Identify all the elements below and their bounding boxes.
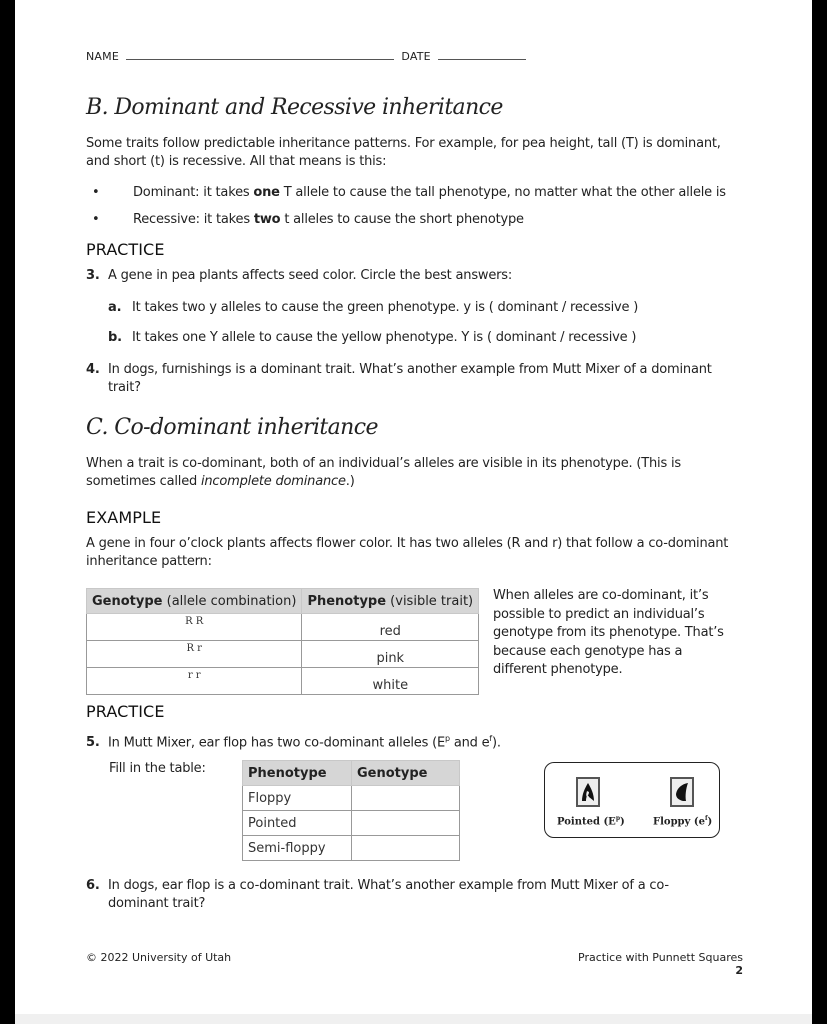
codominance-note bbox=[493, 587, 743, 680]
question-text: dominant trait? bbox=[108, 896, 206, 911]
date-field[interactable] bbox=[438, 51, 526, 60]
bullet-list bbox=[86, 184, 766, 229]
name-field[interactable] bbox=[126, 51, 394, 60]
table-row bbox=[87, 614, 479, 641]
bullet-text: Recessive: it takes bbox=[133, 212, 254, 227]
page-footer bbox=[563, 951, 743, 977]
fill-table-label: Fill in the table: bbox=[109, 761, 206, 776]
note-line: genotype from its phenotype. That’s bbox=[493, 625, 724, 640]
table-row bbox=[87, 641, 479, 668]
note-line: because each genotype has a bbox=[493, 643, 683, 659]
question-text: In dogs, ear flop is a co-dominant trait. What’s another example from Mutt Mixer of a co- bbox=[108, 878, 669, 893]
ear-legend-box bbox=[544, 762, 720, 838]
question-number: 3. bbox=[86, 268, 100, 283]
section-b-title: B. Dominant and Recessive inheritance bbox=[86, 95, 503, 120]
section-c-intro bbox=[86, 455, 766, 491]
question-3b bbox=[108, 329, 748, 347]
practice-heading: PRACTICE bbox=[86, 240, 165, 259]
phenotype-cell: Pointed bbox=[243, 811, 352, 836]
note-line: possible to predict an individual’s bbox=[493, 606, 705, 622]
section-b-intro bbox=[86, 135, 756, 171]
genotype-cell: R r bbox=[87, 641, 302, 668]
phenotype-cell: Floppy bbox=[243, 786, 352, 811]
name-date-header bbox=[86, 50, 526, 63]
question-text: A gene in pea plants affects seed color. Circle the best answers: bbox=[108, 268, 513, 283]
note-line: When alleles are co-dominant, it’s bbox=[493, 588, 709, 603]
phenotype-cell: white bbox=[302, 668, 479, 695]
intro-text: .) bbox=[345, 474, 355, 489]
intro-italic: incomplete dominance bbox=[200, 474, 346, 489]
part-letter: b. bbox=[108, 330, 122, 345]
bullet-text: T allele to cause the tall phenotype, no matter what the other allele is bbox=[279, 185, 726, 200]
intro-line: Some traits follow predictable inheritance patterns. For example, for pea height, tall (T) is dominant, bbox=[86, 136, 721, 151]
genotype-cell: r r bbox=[87, 668, 302, 695]
example-text bbox=[86, 535, 766, 571]
pointed-ear-icon bbox=[576, 777, 600, 807]
bullet-text: Dominant: it takes bbox=[133, 185, 254, 200]
phenotype-header: Phenotype (visible trait) bbox=[302, 589, 479, 614]
question-number: 5. bbox=[86, 735, 100, 751]
page-bottom-strip bbox=[15, 1014, 812, 1024]
bullet-text: t alleles to cause the short phenotype bbox=[280, 212, 524, 227]
name-label: NAME bbox=[86, 50, 119, 63]
question-3 bbox=[86, 267, 766, 285]
intro-line: When a trait is co-dominant, both of an individual’s alleles are visible in its phenotype. (This is bbox=[86, 456, 681, 471]
genotype-answer-cell[interactable] bbox=[352, 786, 460, 811]
bullet-item-dominant bbox=[86, 184, 766, 211]
question-3a bbox=[108, 299, 748, 317]
part-letter: a. bbox=[108, 300, 122, 315]
document-title: Practice with Punnett Squares bbox=[578, 951, 743, 964]
copyright: © 2022 University of Utah bbox=[86, 951, 232, 964]
question-number: 6. bbox=[86, 878, 100, 893]
allele-superscript: f bbox=[489, 734, 493, 743]
question-5 bbox=[86, 730, 766, 752]
note-line: different phenotype. bbox=[493, 662, 623, 677]
table-row bbox=[87, 668, 479, 695]
example-heading: EXAMPLE bbox=[86, 508, 162, 527]
allele-superscript: p bbox=[445, 734, 450, 743]
practice-heading: PRACTICE bbox=[86, 702, 165, 721]
intro-text: sometimes called bbox=[86, 474, 201, 489]
table-row bbox=[243, 786, 460, 811]
question-text: In dogs, furnishings is a dominant trait. What’s another example from Mutt Mixer of a dominant bbox=[108, 362, 712, 377]
genotype-answer-cell[interactable] bbox=[352, 836, 460, 861]
genotype-header: Genotype (allele combination) bbox=[87, 589, 302, 614]
floppy-ear-icon bbox=[670, 777, 694, 807]
bullet-icon: • bbox=[92, 185, 100, 200]
phenotype-header: Phenotype bbox=[243, 761, 352, 786]
question-6 bbox=[86, 877, 766, 913]
genotype-header: Genotype bbox=[352, 761, 460, 786]
bullet-bold: one bbox=[253, 185, 280, 200]
date-label: DATE bbox=[401, 50, 431, 63]
section-c-title: C. Co-dominant inheritance bbox=[86, 415, 378, 440]
page-number: 2 bbox=[735, 964, 743, 977]
four-oclock-table bbox=[86, 588, 479, 695]
bullet-bold: two bbox=[253, 212, 281, 227]
table-row bbox=[243, 836, 460, 861]
intro-line: and short (t) is recessive. All that means is this: bbox=[86, 154, 387, 169]
question-text: and e bbox=[449, 735, 490, 751]
table-header-row bbox=[87, 589, 479, 614]
genotype-cell: R R bbox=[87, 614, 302, 641]
pointed-ear-label: Pointed $(E^p)$ bbox=[557, 815, 625, 828]
part-text[interactable]: It takes one Y allele to cause the yellow phenotype. Y is ( dominant / recessive ) bbox=[132, 330, 637, 345]
phenotype-cell: red bbox=[302, 614, 479, 641]
example-line: A gene in four o’clock plants affects flower color. It has two alleles (R and r) that follow a co-dominant bbox=[86, 536, 729, 551]
phenotype-cell: pink bbox=[302, 641, 479, 668]
ear-flop-table bbox=[242, 760, 460, 861]
floppy-ear-label: Floppy $(e^f)$ bbox=[653, 815, 713, 828]
question-4 bbox=[86, 361, 766, 397]
table-header-row bbox=[243, 761, 460, 786]
question-text: trait? bbox=[108, 380, 141, 395]
genotype-answer-cell[interactable] bbox=[352, 811, 460, 836]
example-line: inheritance pattern: bbox=[86, 554, 212, 569]
phenotype-cell: Semi-floppy bbox=[243, 836, 352, 861]
question-text: In Mutt Mixer, ear flop has two co-dominant alleles (E bbox=[108, 735, 445, 751]
bullet-item-recessive bbox=[86, 211, 766, 229]
bullet-icon: • bbox=[92, 212, 100, 227]
question-number: 4. bbox=[86, 362, 100, 377]
table-row bbox=[243, 811, 460, 836]
question-text: ). bbox=[492, 735, 501, 751]
part-text[interactable]: It takes two y alleles to cause the green phenotype. y is ( dominant / recessive ) bbox=[132, 300, 639, 315]
